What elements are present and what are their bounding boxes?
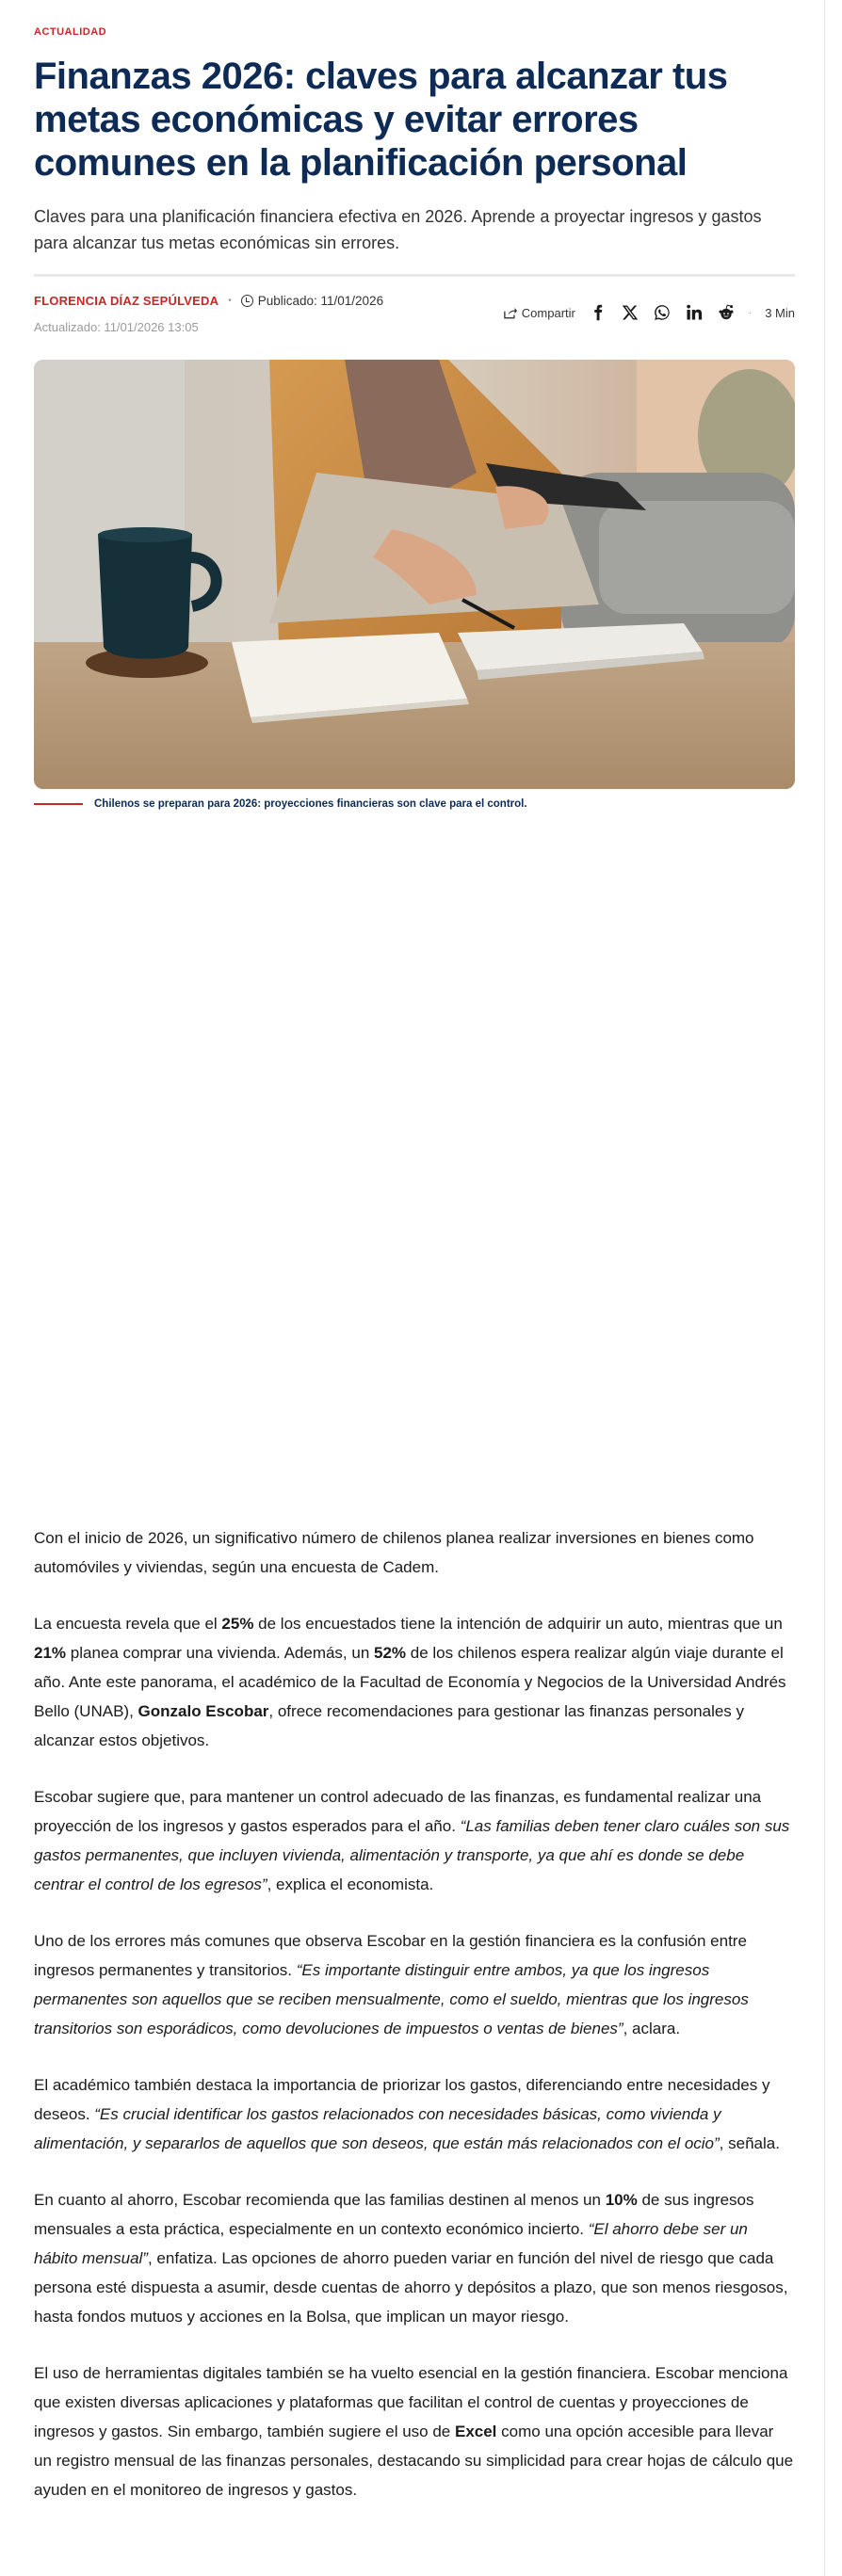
x-icon[interactable] (621, 303, 640, 322)
byline-separator: • (228, 296, 232, 306)
linkedin-icon[interactable] (685, 303, 704, 322)
paragraph-3: Escobar sugiere que, para mantener un control adecuado de las finanzas, es fundamental realizar una proyección de los ingresos y gastos esperados para el año. “Las familias deben tener claro cuáles son sus gastos permanentes, que incluyen vivienda, alimentación y transporte, ya que ahí es donde se debe centrar el control de los egresos”, explica el economista. (34, 1788, 790, 1893)
reddit-icon[interactable] (717, 303, 736, 322)
whatsapp-icon[interactable] (653, 303, 672, 322)
share-icon (503, 306, 517, 319)
header-divider (34, 274, 795, 277)
paragraph-5: El académico también destaca la importancia de priorizar los gastos, diferenciando entre necesidades y deseos. “Es crucial identificar los gastos relacionados con necesidades básicas, como vivienda y alimentación, y separarlos de aquellos que son deseos, que están más relacionados con el ocio”, señala. (34, 2076, 780, 2152)
author-link[interactable]: FLORENCIA DÍAZ SEPÚLVEDA (34, 294, 219, 308)
page-scrollbar-track (824, 0, 825, 2576)
published-date (241, 294, 383, 308)
paragraph-7: El uso de herramientas digitales también se ha vuelto esencial en la gestión financiera. Escobar menciona que existen diversas aplicaciones y plataformas que facilitan el control de cuentas y proyecciones de ingresos y gastos. Sin embargo, también sugiere el uso de Excel como una opción accesible para llevar un registro mensual de las finanzas personales, destacando su simplicidad para crear hojas de cálculo que ayuden en el monitoreo de ingresos y gastos. (34, 2364, 794, 2499)
section-tag[interactable]: ACTUALIDAD (34, 26, 107, 38)
share-separator: · (748, 307, 753, 318)
paragraph-2: La encuesta revela que el 25% de los encuestados tiene la intención de adquirir un auto, mientras que un 21% planea comprar una vivienda. Además, un 52% de los chilenos espera realizar algún viaje durante el año. Ante este panorama, el académico de la Facultad de Economía y Negocios de la Universidad Andrés Bello (UNAB), Gonzalo Escobar, ofrece recomendaciones para gestionar las finanzas personales y alcanzar estos objetivos. (34, 1615, 786, 1749)
hero-illustration (34, 360, 795, 789)
article-title: Finanzas 2026: claves para alcanzar tus metas económicas y evitar errores comunes en la planificación personal (34, 56, 728, 184)
published-text: Publicado: 11/01/2026 (257, 294, 384, 308)
paragraph-6: En cuanto al ahorro, Escobar recomienda que las familias destinen al menos un 10% de sus ingresos mensuales a esta práctica, especialmente en un contexto económico incierto. “El ahorro debe ser un hábito mensual”, enfatiza. Las opciones de ahorro pueden variar en función del nivel de riesgo que cada persona esté dispuesta a asumir, desde cuentas de ahorro y depósitos a plazo, que son menos riesgosos, hasta fondos mutuos y acciones en la Bolsa, que implican un mayor riesgo. (34, 2191, 788, 2326)
article-body (34, 1523, 795, 2532)
updated-date: Actualizado: 11/01/2026 13:05 (34, 320, 199, 334)
paragraph-4: Uno de los errores más comunes que observa Escobar en la gestión financiera es la confusión entre ingresos permanentes y transitorios. “Es importante distinguir entre ambos, ya que los ingresos permanentes son aquellos que se reciben mensualmente, como el sueldo, mientras que los ingresos transitorios son esporádicos, como devoluciones de impuestos o ventas de bienes”, aclara. (34, 1932, 749, 2037)
facebook-icon[interactable] (589, 303, 607, 322)
quote: “Es crucial identificar los gastos relacionados con necesidades básicas, como vivienda y alimentación, y separarlos de aquellos que son deseos, que están más relacionados con el ocio” (34, 2105, 721, 2152)
clock-icon (241, 295, 253, 307)
hero-image (34, 360, 795, 789)
share-label: Compartir (521, 305, 575, 320)
quote: “Las familias deben tener claro cuáles son sus gastos permanentes, que incluyen vivienda, alimentación y transporte, ya que ahí es donde se debe centrar el control de los egresos” (34, 1817, 790, 1893)
ad-placeholder (34, 829, 795, 1506)
read-time: 3 Min (765, 305, 795, 320)
image-caption (34, 798, 527, 810)
caption-accent-line (34, 803, 83, 805)
byline (34, 294, 383, 308)
share-button[interactable] (503, 306, 575, 320)
paragraph-1: Con el inicio de 2026, un significativo número de chilenos planea realizar inversiones en bienes como automóviles y viviendas, según una encuesta de Cadem. (34, 1529, 754, 1576)
share-bar (503, 303, 795, 322)
quote: “El ahorro debe ser un hábito mensual” (34, 2220, 748, 2267)
quote: “Es importante distinguir entre ambos, ya que los ingresos permanentes son aquellos que se reciben mensualmente, como el sueldo, mientras que los ingresos transitorios son esporádicos, como devoluciones de impuestos o ventas de bienes” (34, 1961, 749, 2037)
article-subtitle: Claves para una planificación financiera efectiva en 2026. Aprende a proyectar ingresos y gastos para alcanzar tus metas económicas sin errores. (34, 207, 762, 252)
caption-text: Chilenos se preparan para 2026: proyecciones financieras son clave para el control. (94, 798, 527, 810)
